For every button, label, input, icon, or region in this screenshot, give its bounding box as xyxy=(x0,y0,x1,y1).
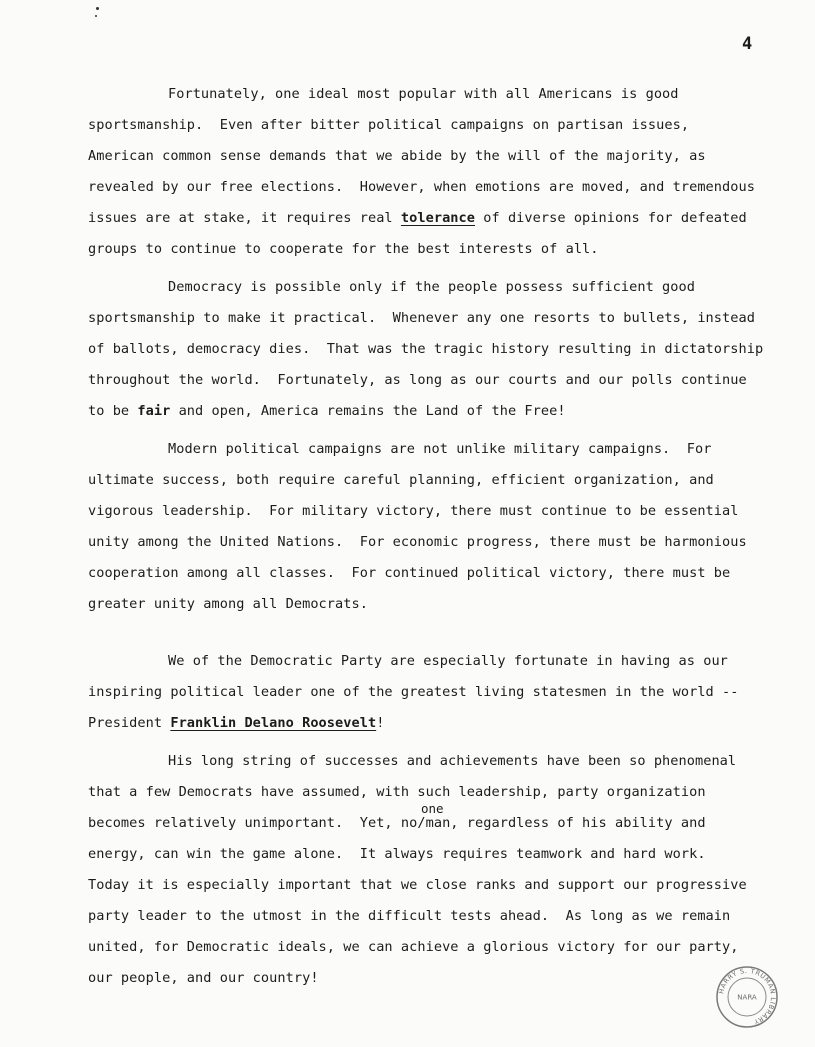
scan-speck xyxy=(96,7,99,10)
text-line: cooperation among all classes. For continued political victory, there must be xyxy=(88,565,731,581)
text-line: inspiring political leader one of the greatest living statesmen in the world -- xyxy=(88,684,739,700)
text-line: sportsmanship. Even after bitter political campaigns on partisan issues, xyxy=(88,117,690,133)
text-line: Modern political campaigns are not unlike military campaigns. For xyxy=(168,441,712,457)
underlined-word: tolerance xyxy=(400,210,476,226)
scan-speck xyxy=(95,15,97,17)
text-line: united, for Democratic ideals, we can achieve a glorious victory for our party, xyxy=(88,939,739,955)
text-line: issues are at stake, it requires real tolerance of diverse opinions for defeated xyxy=(88,210,747,226)
text-line: vigorous leadership. For military victory, there must continue to be essential xyxy=(88,503,739,519)
text-line: throughout the world. Fortunately, as long as our courts and our polls continue xyxy=(88,372,747,388)
text-line: becomes relatively unimportant. Yet, no/man, regardless of his ability and xyxy=(88,815,706,831)
text-line: party leader to the utmost in the difficult tests ahead. As long as we remain xyxy=(88,908,731,924)
text-line: Democracy is possible only if the people possess sufficient good xyxy=(168,279,695,295)
library-stamp xyxy=(714,964,780,1030)
page-number: 4 xyxy=(742,34,753,54)
text-line: American common sense demands that we abide by the will of the majority, as xyxy=(88,148,706,164)
text-line: unity among the United Nations. For economic progress, there must be harmonious xyxy=(88,534,747,550)
text-line: of ballots, democracy dies. That was the tragic history resulting in dictatorship xyxy=(88,341,764,357)
text-line: Fortunately, one ideal most popular with all Americans is good xyxy=(168,86,679,102)
text-line: His long string of successes and achievements have been so phenomenal xyxy=(168,753,737,769)
text-line: President Franklin Delano Roosevelt! xyxy=(88,715,385,731)
stamp-ring-text: HARRY S. TRUMAN LIBRARY xyxy=(717,966,778,1026)
bold-word: fair xyxy=(137,403,171,419)
text-line: Today it is especially important that we close ranks and support our progressive xyxy=(88,877,747,893)
text-line: revealed by our free elections. However, when emotions are moved, and tremendous xyxy=(88,179,755,195)
text-line: groups to continue to cooperate for the best interests of all. xyxy=(88,241,599,257)
text-line: sportsmanship to make it practical. Whenever any one resorts to bullets, instead xyxy=(88,310,755,326)
stamp-center-text: NARA xyxy=(737,993,757,1002)
text-line: energy, can win the game alone. It always requires teamwork and hard work. xyxy=(88,846,706,862)
text-line: to be fair and open, America remains the Land of the Free! xyxy=(88,403,566,419)
text-line: greater unity among all Democrats. xyxy=(88,596,368,612)
text-line: ultimate success, both require careful planning, efficient organization, and xyxy=(88,472,714,488)
interlinear-insertion: one xyxy=(421,801,444,816)
underlined-name: Franklin Delano Roosevelt xyxy=(170,715,377,731)
text-line: that a few Democrats have assumed, with such leadership, party organization xyxy=(88,784,706,800)
text-line: We of the Democratic Party are especially fortunate in having as our xyxy=(168,653,728,669)
text-line: our people, and our country! xyxy=(88,970,319,986)
